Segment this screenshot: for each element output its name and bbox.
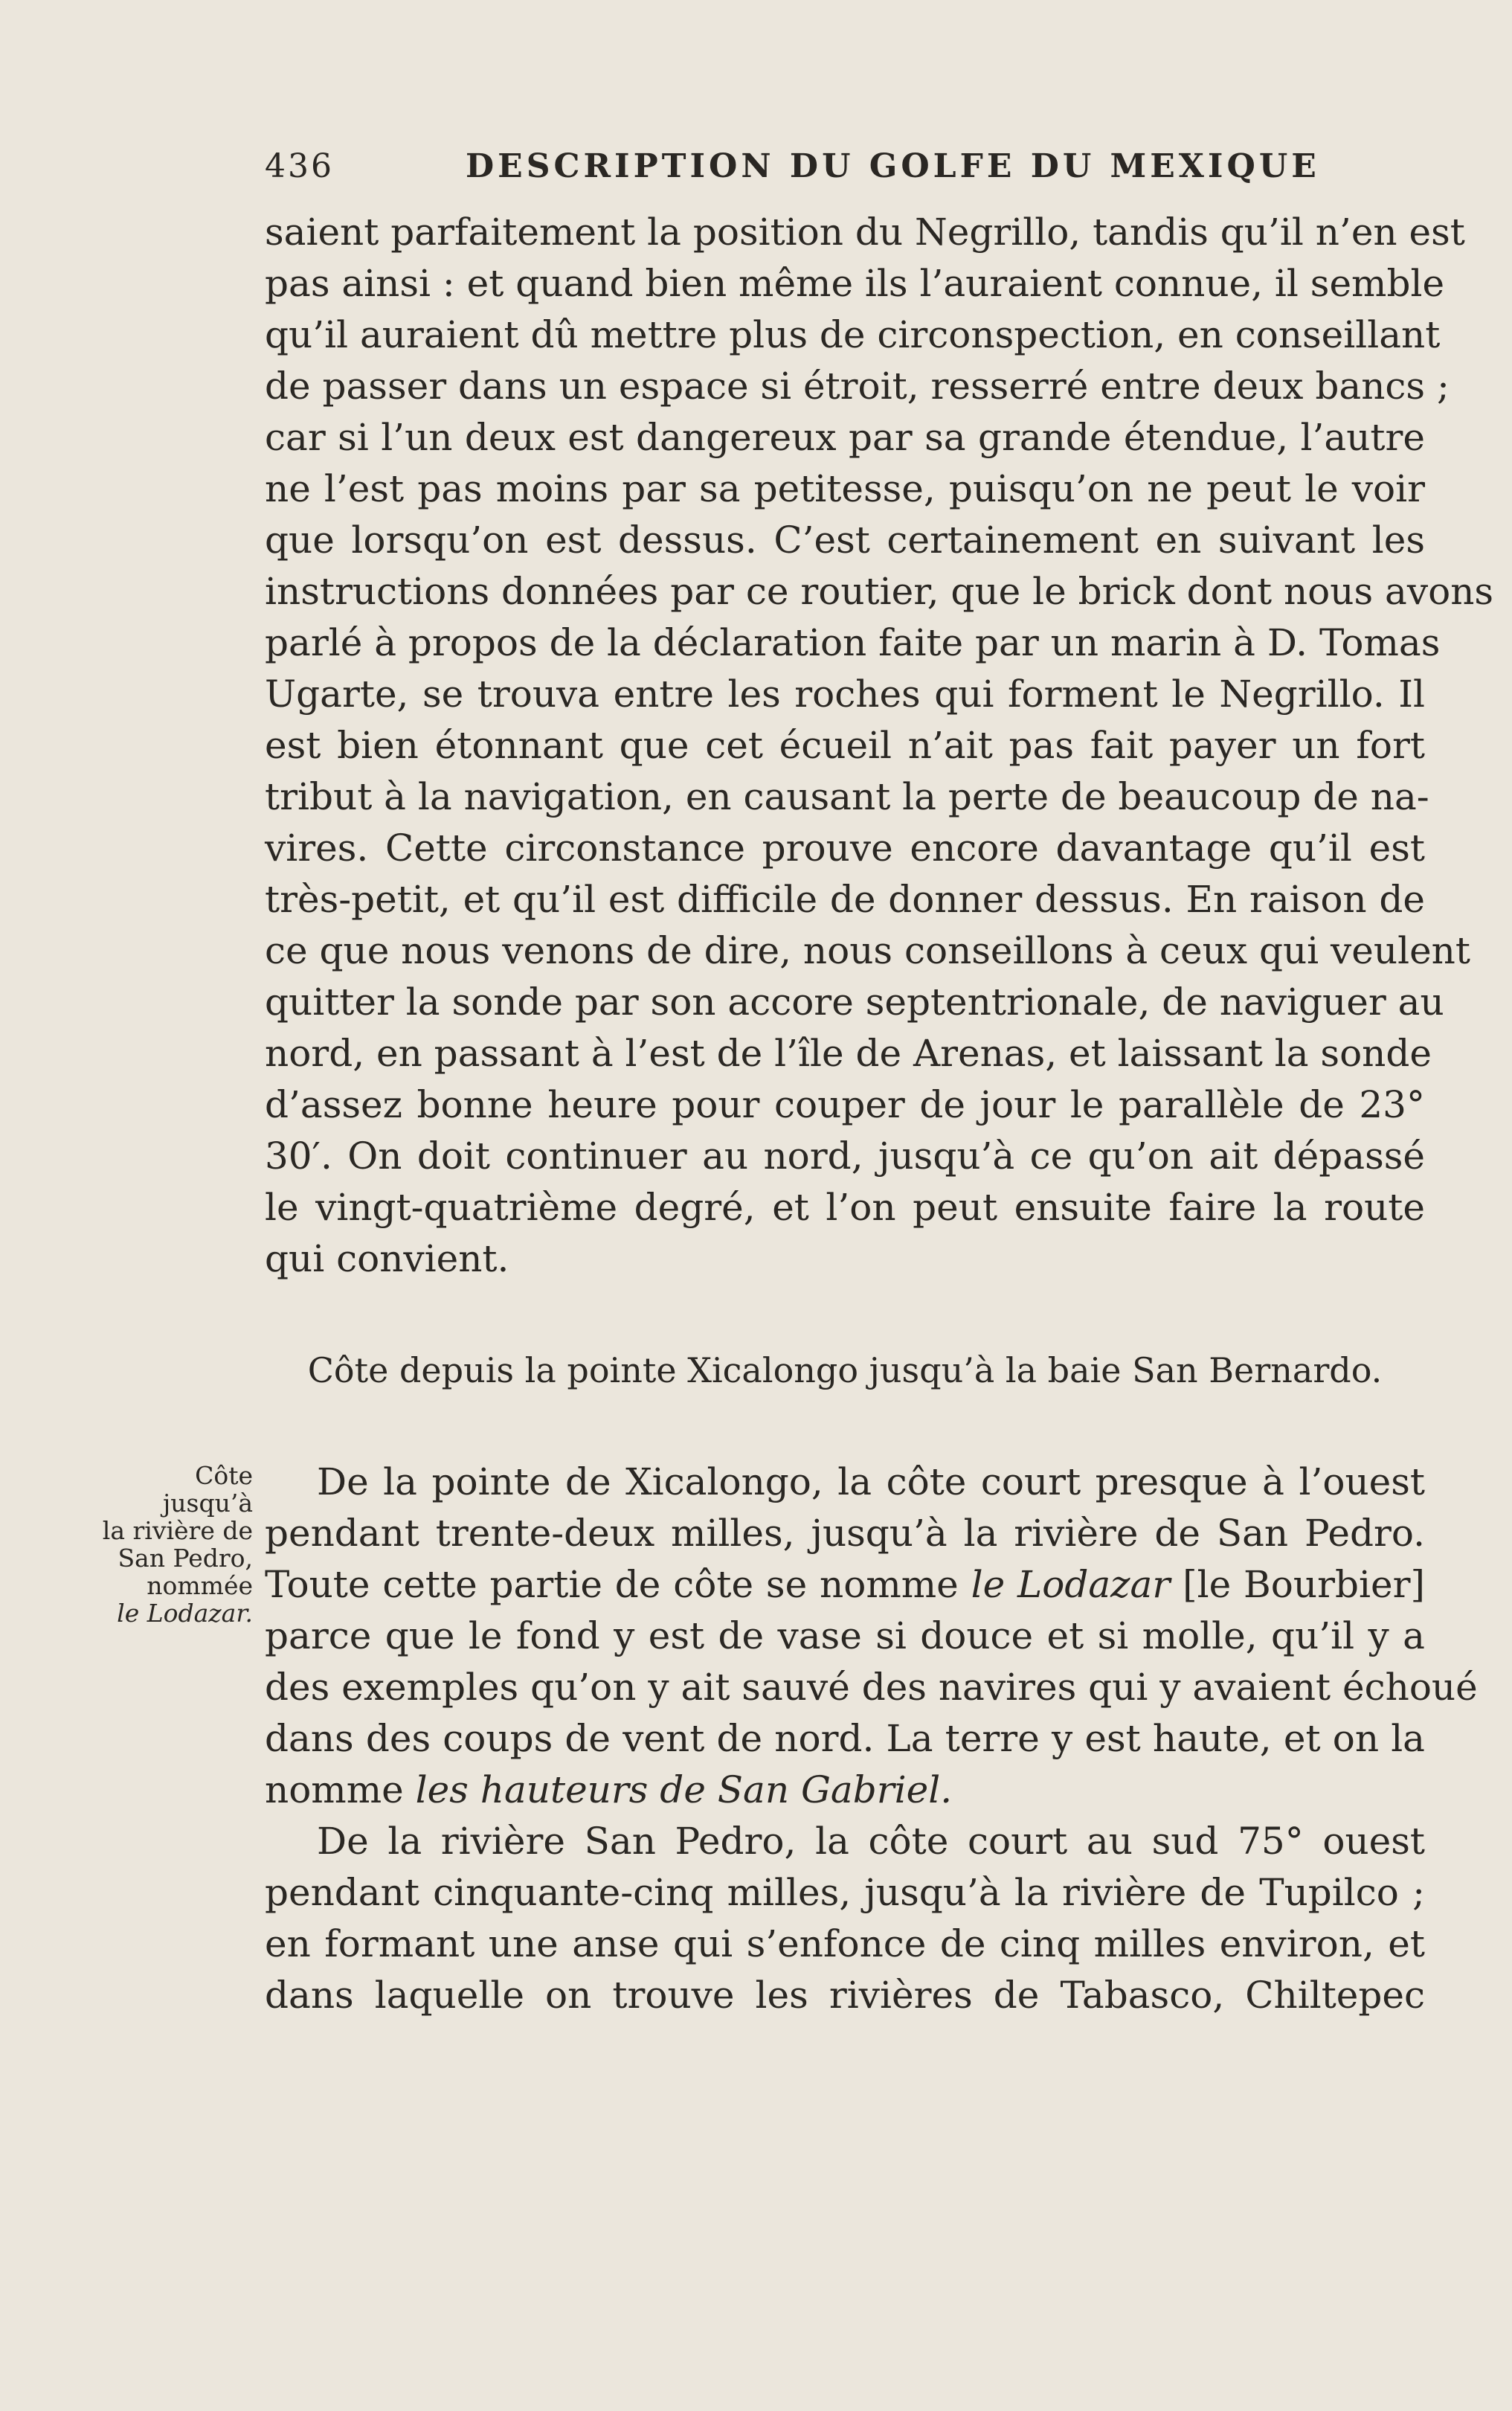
page-number: 436 xyxy=(265,147,334,185)
text-line: que lorsqu’on est dessus. C’est certainement en suivant les xyxy=(265,519,1425,562)
text-line xyxy=(265,1561,1425,1608)
text-line: pendant cinquante-cinq milles, jusqu’à la rivière de Tupilco ; xyxy=(265,1871,1425,1914)
text-line: De la pointe de Xicalongo, la côte court presque à l’ouest xyxy=(317,1460,1425,1503)
marginal-note-line: le Lodazar. xyxy=(117,1599,253,1628)
text-line: dans laquelle on trouve les rivières de Tabasco, Chiltepec xyxy=(265,1974,1425,2017)
text-line: Ugarte, se trouva entre les roches qui forment le Negrillo. Il xyxy=(265,672,1425,716)
text-line: qu’il auraient dû mettre plus de circonspection, en conseillant xyxy=(265,313,1441,356)
text-span: nomme xyxy=(265,1768,416,1811)
running-head xyxy=(265,147,1425,192)
text-line: d’assez bonne heure pour couper de jour le parallèle de 23° xyxy=(265,1083,1425,1126)
marginal-note-line: San Pedro, xyxy=(118,1544,253,1573)
text-line: parce que le fond y est de vase si douce et si molle, qu’il y a xyxy=(265,1614,1425,1657)
text-line: ce que nous venons de dire, nous conseillons à ceux qui veulent xyxy=(265,929,1470,972)
running-head-title: DESCRIPTION DU GOLFE DU MEXIQUE xyxy=(466,147,1320,185)
text-line: le vingt-quatrième degré, et l’on peut ensuite faire la route xyxy=(265,1186,1425,1229)
text-line: nord, en passant à l’est de l’île de Arenas, et laissant la sonde xyxy=(265,1032,1432,1075)
text-line: instructions données par ce routier, que le brick dont nous avons xyxy=(265,570,1494,613)
text-line: est bien étonnant que cet écueil n’ait pas fait payer un fort xyxy=(265,724,1425,767)
text-line: des exemples qu’on y ait sauvé des navires qui y avaient échoué xyxy=(265,1666,1478,1709)
text-line: quitter la sonde par son accore septentrionale, de naviguer au xyxy=(265,980,1444,1024)
section-heading: Côte depuis la pointe Xicalongo jusqu’à la baie San Bernardo. xyxy=(307,1350,1383,1390)
text-line: de passer dans un espace si étroit, resserré entre deux bancs ; xyxy=(265,365,1450,408)
text-span: Toute cette partie de côte se nomme xyxy=(265,1563,971,1606)
text-line: 30′. On doit continuer au nord, jusqu’à ce qu’on ait dépassé xyxy=(265,1134,1425,1178)
marginal-note-line: jusqu’à xyxy=(163,1489,253,1518)
marginal-note-line: la rivière de xyxy=(102,1516,253,1545)
italic-place-name: les hauteurs de San Gabriel. xyxy=(415,1768,953,1811)
text-line: en formant une anse qui s’enfonce de cinq milles environ, et xyxy=(265,1922,1425,1965)
text-line: très-petit, et qu’il est difficile de donner dessus. En raison de xyxy=(265,878,1425,921)
text-line: saient parfaitement la position du Negrillo, tandis qu’il n’en est xyxy=(265,211,1465,254)
text-line: ne l’est pas moins par sa petitesse, puisqu’on ne peut le voir xyxy=(265,467,1425,510)
text-line: qui convient. xyxy=(265,1237,509,1280)
text-line: pendant trente-deux milles, jusqu’à la rivière de San Pedro. xyxy=(265,1512,1425,1555)
marginal-note-line: Côte xyxy=(195,1461,253,1490)
text-span: [le Bourbier] xyxy=(1170,1563,1425,1606)
text-line xyxy=(265,1766,1425,1814)
text-line: pas ainsi : et quand bien même ils l’auraient connue, il semble xyxy=(265,262,1445,305)
text-line: car si l’un deux est dangereux par sa grande étendue, l’autre xyxy=(265,416,1425,459)
italic-place-name: le Lodazar xyxy=(971,1563,1171,1606)
marginal-note-line: nommée xyxy=(147,1571,253,1600)
text-line: dans des coups de vent de nord. La terre y est haute, et on la xyxy=(265,1717,1425,1760)
text-line: De la rivière San Pedro, la côte court au sud 75° ouest xyxy=(317,1820,1425,1863)
marginal-note xyxy=(74,1462,253,1627)
text-line: parlé à propos de la déclaration faite par un marin à D. Tomas xyxy=(265,621,1441,664)
text-line: vires. Cette circonstance prouve encore davantage qu’il est xyxy=(265,826,1425,870)
text-line: tribut à la navigation, en causant la perte de beaucoup de na- xyxy=(265,775,1429,818)
